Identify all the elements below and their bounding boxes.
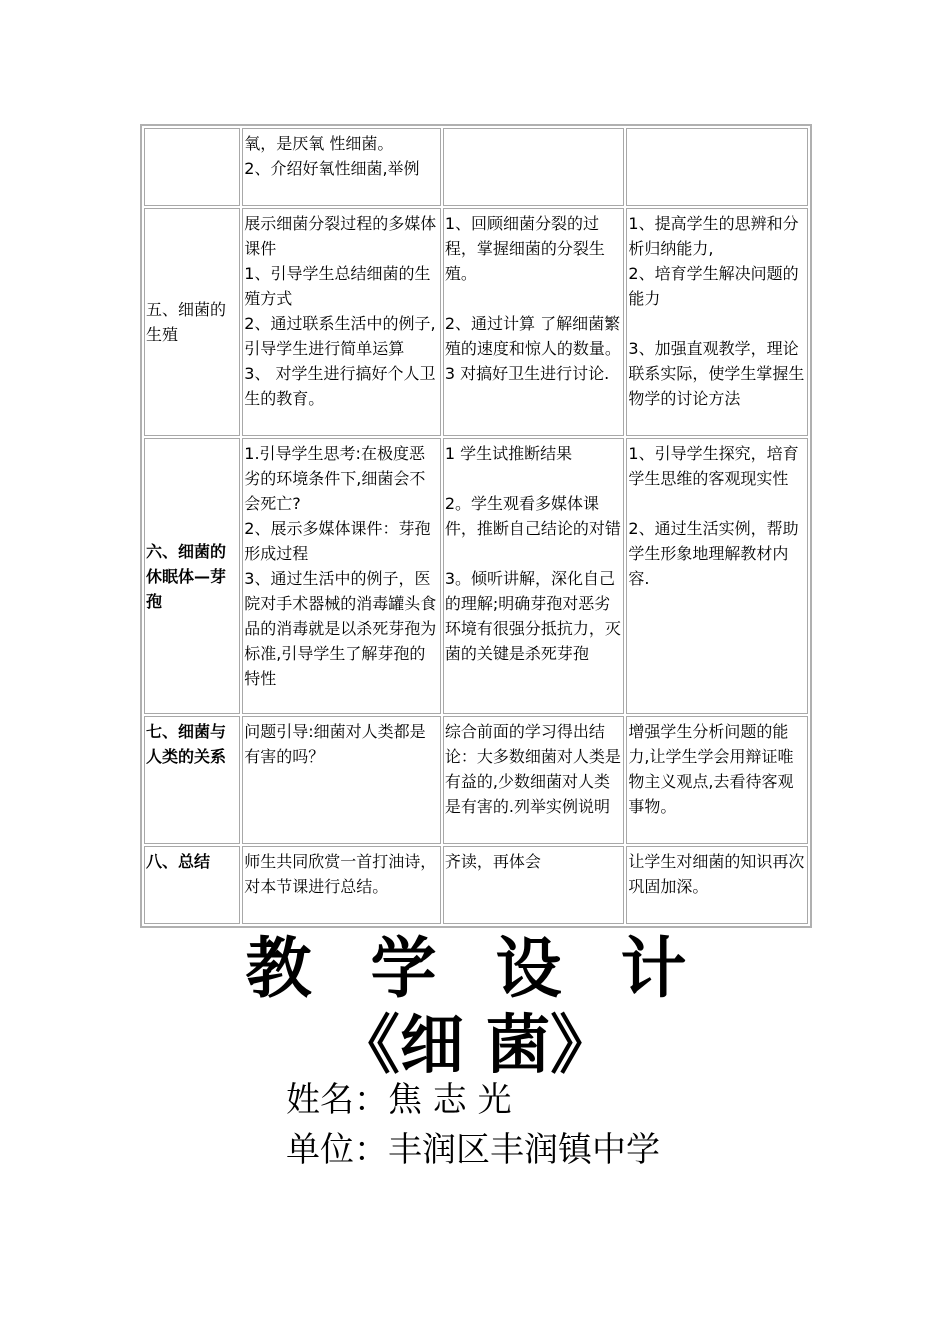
cell-text-line: 问题引导:细菌对人类都是有害的吗？ (244, 722, 426, 766)
cell-text-line: 2、通过计算 了解细菌繁殖的速度和惊人的数量。 (444, 314, 621, 358)
cell-text-line: 1、引导学生总结细菌的生殖方式 (244, 264, 431, 308)
cell-text-line: 1 学生试推断结果 (444, 444, 573, 463)
cell-text-line: 2、通过生活实例，帮助学生形象地理解教材内容. (628, 519, 799, 588)
cell-text-line: 1、回顾细菌分裂的过程，掌握细菌的分裂生殖。 (444, 214, 605, 283)
cell-text-line (628, 311, 806, 336)
cell-text-line: 五、细菌的生殖 (146, 300, 227, 344)
table-cell-stage (144, 846, 240, 924)
table-cell-student (443, 128, 625, 206)
cell-text-line: 2、介绍好氧性细菌,举例 (244, 159, 420, 178)
cell-text-line: 3。倾听讲解，深化自己的理解;明确芽孢对恶劣环境有很强分抵抗力，灭菌的关键是杀死芽孢 (444, 569, 621, 663)
cell-text-line: 3、 对学生进行搞好个人卫生的教育。 (244, 364, 436, 408)
cell-text-line: 增强学生分析问题的能力,让学生学会用辩证唯物主义观点,去看待客观事物。 (628, 722, 794, 816)
table-cell-stage (144, 716, 240, 844)
cell-text-line (628, 491, 806, 516)
table-cell-teacher (242, 438, 441, 714)
cell-text-line: 齐读，再体会 (444, 852, 541, 871)
table-cell-student (443, 716, 625, 844)
cell-text-line: 2。学生观看多媒体课件，推断自己结论的对错 (444, 494, 621, 538)
cell-text-line: 让学生对细菌的知识再次巩固加深。 (628, 852, 805, 896)
table-cell-intent (626, 208, 808, 436)
cell-text-line: 1、提高学生的思辨和分析归纳能力, (628, 214, 799, 258)
table-cell-intent (626, 846, 808, 924)
table-row (144, 208, 808, 436)
table-cell-stage (144, 128, 240, 206)
document-subtitle: 《细 菌》 (335, 1008, 615, 1083)
cell-text-line: 综合前面的学习得出结论：大多数细菌对人类是有益的,少数细菌对人类是有害的.列举实例说明 (444, 722, 621, 816)
cell-text-line: 2、培育学生解决问题的能力 (628, 264, 799, 308)
author-name-line: 姓名：焦 志 光 (286, 1080, 512, 1120)
table-cell-stage (144, 438, 240, 714)
table-cell-intent (626, 438, 808, 714)
table-cell-teacher (242, 128, 441, 206)
table-row (144, 716, 808, 844)
cell-text-line: 氧，是厌氧 性细菌。 (244, 134, 394, 153)
table-cell-stage (144, 208, 240, 436)
cell-text-line: 师生共同欣赏一首打油诗，对本节课进行总结。 (244, 852, 437, 896)
cell-text-line: 八、总结 (146, 852, 211, 871)
table-cell-student (443, 846, 625, 924)
cell-text-line (445, 466, 623, 491)
table-row (144, 128, 808, 206)
table-cell-student (443, 438, 625, 714)
cell-text-line: 七、细菌与人类的关系 (146, 722, 227, 766)
table-cell-teacher (242, 716, 441, 844)
table-row (144, 846, 808, 924)
cell-text-line: 展示细菌分裂过程的多媒体课件 (244, 214, 437, 258)
table-cell-intent (626, 716, 808, 844)
cell-text-line: 六、细菌的休眠体—芽孢 (146, 541, 227, 611)
lesson-plan-table (140, 124, 812, 928)
cell-text-line: 2、展示多媒体课件：芽孢形成过程 (244, 519, 431, 563)
cell-text-line: 3、加强直观教学，理论联系实际，使学生掌握生物学的讨论方法 (628, 339, 805, 408)
cell-text-line (445, 286, 623, 311)
cell-text-line: 2、通过联系生活中的例子,引导学生进行简单运算 (244, 314, 436, 358)
lesson-plan-table-wrapper (140, 124, 812, 928)
lesson-plan-table-body (144, 128, 808, 924)
table-cell-teacher (242, 846, 441, 924)
cell-text-line: 3、通过生活中的例子，医院对手术器械的消毒罐头食品的消毒就是以杀死芽孢为标准,引导学生了解芽孢的特性 (244, 569, 437, 688)
table-cell-intent (626, 128, 808, 206)
cell-text-line: 3 对搞好卫生进行讨论. (444, 364, 610, 383)
table-row (144, 438, 808, 714)
cell-text-line: 1.引导学生思考:在极度恶劣的环境条件下,细菌会不会死亡? (244, 444, 426, 513)
cell-text-line: 1、引导学生探究，培育学生思维的客观现实性 (628, 444, 799, 488)
document-title: 教 学 设 计 (245, 929, 705, 1007)
table-cell-student (443, 208, 625, 436)
cell-text-line (445, 541, 623, 566)
author-unit-line: 单位：丰润区丰润镇中学 (286, 1130, 660, 1170)
table-cell-teacher (242, 208, 441, 436)
